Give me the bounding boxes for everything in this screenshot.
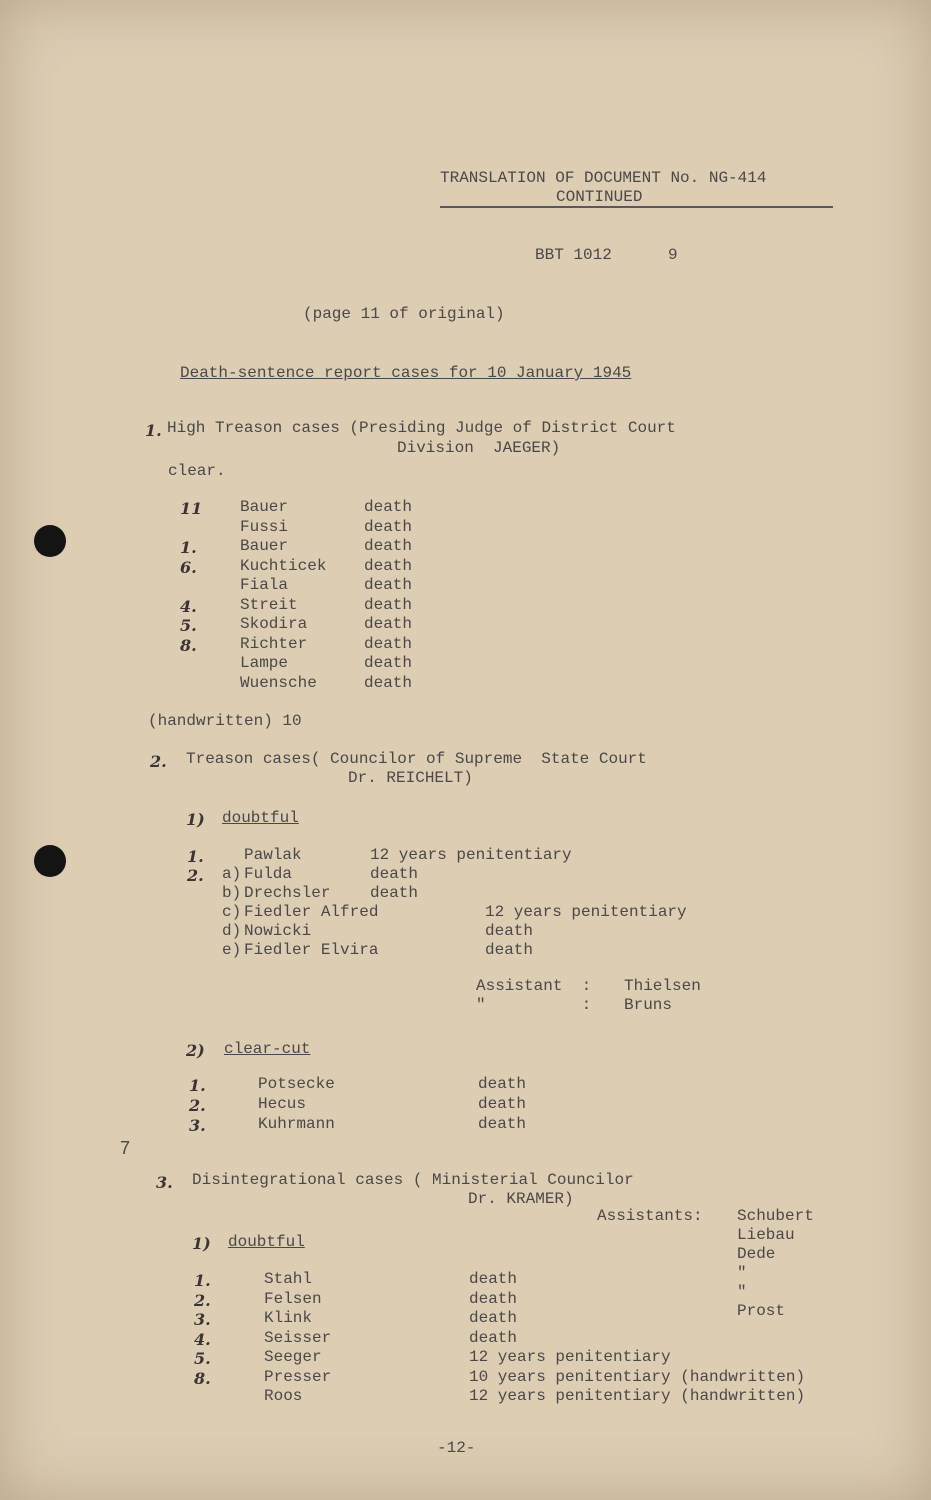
verdict: death <box>485 922 534 940</box>
verdict: death <box>469 1328 518 1347</box>
verdict: death <box>469 1289 518 1308</box>
row-mark: 1. <box>194 1271 211 1290</box>
section-heading: High Treason cases (Presiding Judge of District Court <box>167 419 676 437</box>
verdict: 12 years penitentiary <box>469 1348 671 1366</box>
assistant-name: Thielsen <box>624 977 701 995</box>
defendant-name: Bauer <box>240 537 289 555</box>
row-mark: 2. <box>187 866 204 885</box>
continued-label: CONTINUED <box>556 188 643 206</box>
page-number: -12- <box>437 1439 476 1457</box>
verdict: death <box>469 1270 518 1288</box>
row-mark: 5. <box>180 616 197 635</box>
reference-number: 9 <box>668 246 678 264</box>
verdict: 12 years penitentiary <box>370 846 572 864</box>
section-mark: 1. <box>145 421 162 440</box>
section-mark: 3. <box>156 1173 173 1192</box>
verdict: death <box>478 1075 527 1093</box>
subsection-mark: 1) <box>186 810 205 829</box>
defendant-name: Presser <box>264 1367 332 1386</box>
verdict: death <box>469 1309 518 1327</box>
verdict: death <box>364 654 413 672</box>
defendant-name: Roos <box>264 1387 303 1405</box>
defendant-name: Drechsler <box>244 884 331 902</box>
verdict: death <box>478 1095 527 1113</box>
verdict: death <box>364 537 413 555</box>
subsection-label: doubtful <box>228 1233 305 1251</box>
verdict: death <box>364 634 413 653</box>
assistant-name: " <box>737 1264 747 1282</box>
row-mark: 8. <box>194 1368 211 1388</box>
assistant-name: Schubert <box>737 1207 814 1225</box>
subsection-label: clear-cut <box>224 1040 311 1058</box>
assistant-label: " : <box>476 996 592 1014</box>
defendant-name: Streit <box>240 595 298 614</box>
row-mark: 4. <box>180 596 197 616</box>
defendant-name: Skodira <box>240 615 308 633</box>
row-mark: 5. <box>194 1349 211 1368</box>
verdict: 12 years penitentiary <box>485 903 687 921</box>
punch-hole <box>34 525 66 557</box>
assistant-name: Prost <box>737 1302 786 1320</box>
defendant-name: Fiedler Alfred <box>244 903 379 921</box>
row-prefix: b) <box>222 884 242 902</box>
handwritten-note: (handwritten) 10 <box>148 712 302 730</box>
section-heading: Disintegrational cases ( Ministerial Councilor <box>192 1171 634 1189</box>
row-prefix: a) <box>222 865 242 883</box>
row-mark: 8. <box>180 635 197 655</box>
row-mark: 3. <box>189 1116 206 1135</box>
row-mark: 3. <box>194 1310 211 1329</box>
verdict: death <box>364 556 413 575</box>
section-status: clear. <box>168 462 226 480</box>
verdict: death <box>370 865 419 883</box>
defendant-name: Lampe <box>240 654 289 672</box>
defendant-name: Fulda <box>244 865 293 883</box>
row-mark: 1. <box>189 1076 206 1095</box>
verdict: death <box>485 941 534 959</box>
assistants-label: Assistants: <box>597 1207 703 1225</box>
assistant-name: Dede <box>737 1245 776 1263</box>
defendant-name: Fiala <box>240 576 289 594</box>
defendant-name: Bauer <box>240 498 289 516</box>
header-rule <box>440 206 833 208</box>
verdict: death <box>370 884 419 902</box>
verdict: death <box>364 498 413 516</box>
row-mark: 6. <box>180 557 197 577</box>
row-prefix: d) <box>222 922 242 940</box>
assistant-name: " <box>737 1283 747 1301</box>
translation-header: TRANSLATION OF DOCUMENT No. NG-414 <box>440 169 767 187</box>
verdict: death <box>364 517 413 536</box>
verdict: death <box>364 673 413 692</box>
row-mark: 2. <box>194 1290 211 1310</box>
defendant-name: Felsen <box>264 1289 322 1308</box>
row-mark: 1. <box>187 847 204 866</box>
row-prefix: c) <box>222 903 242 921</box>
section-heading-cont: Dr. KRAMER) <box>468 1190 574 1208</box>
defendant-name: Richter <box>240 634 308 653</box>
assistant-name: Liebau <box>737 1226 795 1244</box>
document-title: Death-sentence report cases for 10 January 1945 <box>180 364 632 382</box>
defendant-name: Seisser <box>264 1328 332 1347</box>
defendant-name: Pawlak <box>244 846 302 864</box>
assistant-name: Bruns <box>624 996 673 1014</box>
defendant-name: Potsecke <box>258 1075 335 1093</box>
defendant-name: Nowicki <box>244 922 312 940</box>
defendant-name: Wuensche <box>240 673 317 692</box>
section-heading-cont: Division JAEGER) <box>397 439 561 457</box>
subsection-mark: 2) <box>186 1041 205 1060</box>
subsection-label: doubtful <box>222 809 299 827</box>
verdict: 10 years penitentiary (handwritten) <box>469 1367 806 1386</box>
defendant-name: Stahl <box>264 1270 313 1288</box>
verdict: 12 years penitentiary (handwritten) <box>469 1387 806 1405</box>
verdict: death <box>478 1115 527 1133</box>
verdict: death <box>364 615 413 633</box>
row-mark: 2. <box>189 1096 206 1115</box>
row-prefix: e) <box>222 941 242 959</box>
section-mark: 2. <box>150 752 167 771</box>
section-heading: Treason cases( Councilor of Supreme State Court <box>186 750 647 768</box>
section-heading-cont: Dr. REICHELT) <box>348 769 473 787</box>
defendant-name: Hecus <box>258 1095 307 1113</box>
margin-number: 7 <box>120 1138 131 1158</box>
defendant-name: Fiedler Elvira <box>244 941 379 959</box>
defendant-name: Kuhrmann <box>258 1115 335 1133</box>
verdict: death <box>364 595 413 614</box>
row-mark: 1. <box>180 538 197 557</box>
verdict: death <box>364 576 413 594</box>
defendant-name: Kuchticek <box>240 556 327 575</box>
defendant-name: Klink <box>264 1309 313 1327</box>
subsection-mark: 1) <box>192 1234 211 1253</box>
assistant-label: Assistant : <box>476 977 592 995</box>
reference-code: BBT 1012 <box>535 246 612 264</box>
original-page-note: (page 11 of original) <box>303 305 505 323</box>
row-mark: 4. <box>194 1329 211 1349</box>
punch-hole <box>34 845 66 877</box>
row-mark: 11 <box>180 499 203 518</box>
defendant-name: Seeger <box>264 1348 322 1366</box>
defendant-name: Fussi <box>240 517 289 536</box>
